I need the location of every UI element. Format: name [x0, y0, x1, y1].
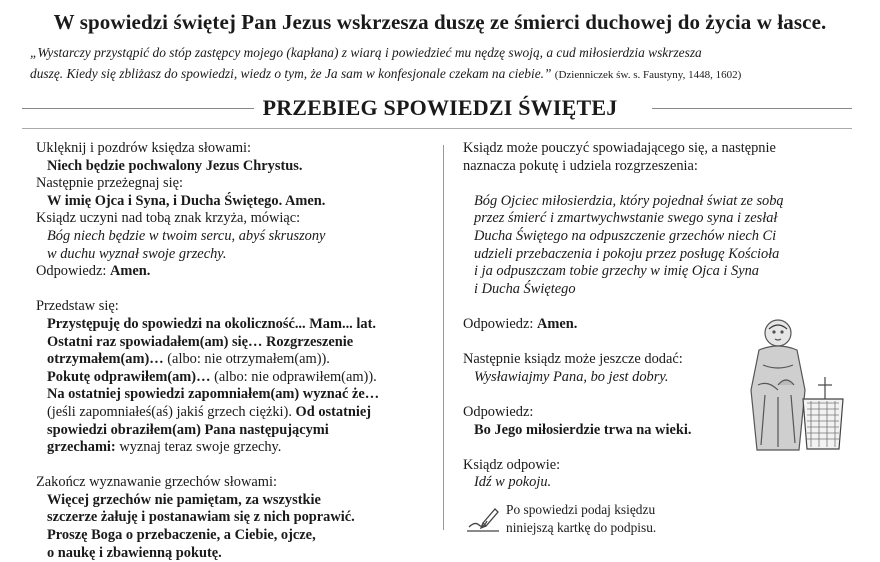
left-column: [36, 140, 436, 562]
note-line: niniejszą kartkę do podpisu.: [506, 519, 657, 535]
absolution-text: udzieli przebaczenia i pokoju przez posługę Kościoła: [474, 245, 780, 262]
prayer-text: o naukę i zbawienną pokutę.: [47, 544, 222, 561]
quote-text: duszę. Kiedy się zbliżasz do spowiedzi, wiedz o tym, że Ja sam w konfesjonale czekam na ciebie.”: [30, 66, 552, 81]
absolution-text: i ja odpuszczam tobie grzechy w imię Ojca i Syna: [474, 263, 759, 280]
pen-signature-icon: [465, 505, 501, 533]
instruction: Odpowiedz:: [463, 403, 534, 420]
prayer-text: Od ostatniej: [295, 403, 372, 420]
absolution-text: Bóg Ojciec miłosierdzia, który pojednał świat ze sobą: [474, 192, 784, 209]
mixed-line: [36, 439, 436, 457]
signature-note: [506, 501, 706, 536]
response: Amen.: [109, 263, 151, 280]
prayer-text: Niech będzie pochwalony Jezus Chrystus.: [47, 157, 303, 174]
prayer-text: szczerze żałuję i postanawiam się z nich poprawić.: [47, 509, 355, 526]
prayer-text: grzechami:: [47, 439, 116, 456]
instruction: Następnie ksiądz może jeszcze dodać:: [463, 351, 683, 368]
faustyna-quote: [30, 42, 860, 86]
response: Bo Jego miłosierdzie trwa na wieki.: [474, 421, 692, 438]
prayer-text: Przystępuję do spowiedzi na okoliczność... Mam... lat.: [47, 315, 376, 332]
instruction: Uklęknij i pozdrów księdza słowami:: [36, 140, 252, 156]
response: Amen.: [536, 315, 578, 332]
mixed-line: [36, 404, 436, 422]
instruction: Następnie przeżegnaj się:: [36, 175, 184, 192]
prayer-text: spowiedzi obraziłem(am) Pana następującymi: [47, 421, 329, 438]
note-line: Po spowiedzi podaj księdzu: [506, 502, 656, 517]
priest-words: w duchu wyznał swoje grzechy.: [47, 245, 227, 262]
note-text: (albo: nie otrzymałem(am)).: [163, 351, 330, 368]
quote-line: [30, 63, 860, 86]
instruction: Ksiądz uczyni nad tobą znak krzyża, mówiąc:: [36, 210, 301, 227]
priest-words: Idź w pokoju.: [474, 474, 552, 491]
instruction: Odpowiedz:: [463, 315, 537, 332]
mixed-line: [36, 369, 436, 387]
header-title: W spowiedzi świętej Pan Jezus wskrzesza duszę ze śmierci duchowej do życia w łasce.: [53, 10, 827, 34]
instruction: Zakończ wyznawanie grzechów słowami:: [36, 474, 277, 491]
prayer-text: Pokutę odprawiłem(am)…: [47, 368, 211, 385]
prayer-text: Na ostatniej spowiedzi zapomniałem(am) wyznać że…: [47, 386, 380, 403]
saint-confessor-illustration: [733, 315, 863, 455]
absolution-text: przez śmierć i zmartwychwstanie swego syna i zesłał: [474, 210, 778, 227]
column-divider: [443, 145, 444, 530]
response-line: [36, 263, 436, 281]
priest-words: Wysławiajmy Pana, bo jest dobry.: [474, 368, 669, 385]
instruction: Ksiądz odpowie:: [463, 456, 561, 473]
right-column: [463, 140, 784, 492]
instruction: Ksiądz może pouczyć spowiadającego się, a następnie: [463, 140, 776, 156]
absolution-text: i Ducha Świętego: [474, 280, 576, 297]
section-divider: [22, 128, 852, 129]
absolution-text: Ducha Świętego na odpuszczenie grzechów niech Ci: [474, 227, 777, 244]
note-text: (albo: nie odprawiłem(am)).: [210, 368, 377, 385]
instruction: Przedstaw się:: [36, 298, 119, 315]
instruction: naznacza pokutę i udziela rozgrzeszenia:: [463, 157, 698, 174]
prayer-text: otrzymałem(am)…: [47, 351, 164, 368]
prayer-text: Ostatni raz spowiadałem(am) się… Rozgrzeszenie: [47, 333, 354, 350]
note-text: wyznaj teraz swoje grzechy.: [115, 439, 282, 456]
instruction: Odpowiedz:: [36, 263, 110, 280]
quote-line: „Wystarczy przystąpić do stóp zastępcy mojego (kapłana) z wiarą i powiedzieć mu nędzę swoją, a cud miłosierdzia wskrzesza: [30, 45, 702, 60]
prayer-text: W imię Ojca i Syna, i Ducha Świętego. Amen.: [47, 192, 326, 209]
mixed-line: [36, 351, 436, 369]
prayer-text: Proszę Boga o przebaczenie, a Ciebie, ojcze,: [47, 527, 316, 544]
response-line: [463, 316, 763, 334]
prayer-text: Więcej grzechów nie pamiętam, za wszystkie: [47, 491, 321, 508]
quote-source: (Dzienniczek św. s. Faustyny, 1448, 1602): [554, 69, 742, 81]
note-text: (jeśli zapomniałeś(aś) jakiś grzech ciężki).: [47, 403, 296, 420]
priest-words: Bóg niech będzie w twoim sercu, abyś skruszony: [47, 227, 326, 244]
section-title: PRZEBIEG SPOWIEDZI ŚWIĘTEJ: [262, 95, 618, 120]
